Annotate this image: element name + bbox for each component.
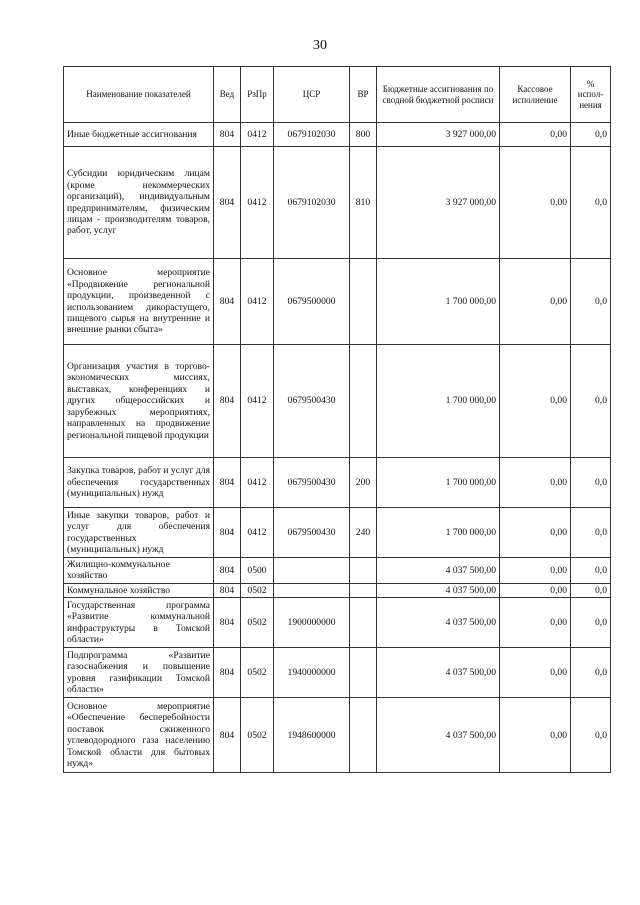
header-indicator-name: Наименование показателей	[64, 67, 214, 123]
cell-percent: 0,0	[571, 147, 611, 259]
cell-percent: 0,0	[571, 123, 611, 147]
cell-budget: 3 927 000,00	[377, 123, 500, 147]
header-budget-allocations: Бюджетные ассигнования по сводной бюджетной росписи	[377, 67, 500, 123]
cell-budget: 4 037 500,00	[377, 698, 500, 773]
cell-cash: 0,00	[500, 458, 571, 508]
cell-csr: 1940000000	[274, 648, 350, 698]
cell-cash: 0,00	[500, 123, 571, 147]
cell-cash: 0,00	[500, 598, 571, 648]
cell-indicator-name: Организация участия в торгово-экономических миссиях, выставках, конференциях и других общероссийских и зарубежных мероприятиях, направленных на продвижение региональной пищевой продукции	[64, 345, 214, 458]
budget-execution-table	[63, 66, 611, 773]
cell-csr	[274, 558, 350, 584]
cell-indicator-name: Иные бюджетные ассигнования	[64, 123, 214, 147]
cell-csr: 0679500000	[274, 259, 350, 345]
table-row	[64, 123, 611, 147]
header-cash-execution: Кассовое исполнение	[500, 67, 571, 123]
table-row	[64, 648, 611, 698]
cell-rzpr: 0502	[241, 648, 274, 698]
cell-vr: 800	[350, 123, 377, 147]
header-rzpr: РзПр	[241, 67, 274, 123]
cell-percent: 0,0	[571, 648, 611, 698]
table-row	[64, 345, 611, 458]
cell-rzpr: 0412	[241, 508, 274, 558]
cell-csr: 0679500430	[274, 458, 350, 508]
table-row	[64, 458, 611, 508]
header-csr: ЦСР	[274, 67, 350, 123]
cell-cash: 0,00	[500, 648, 571, 698]
cell-percent: 0,0	[571, 345, 611, 458]
cell-rzpr: 0502	[241, 583, 274, 597]
cell-vr	[350, 698, 377, 773]
cell-budget: 1 700 000,00	[377, 458, 500, 508]
cell-indicator-name: Государственная программа «Развитие коммунальной инфраструктуры в Томской области»	[64, 598, 214, 648]
table-row	[64, 259, 611, 345]
cell-ved: 804	[214, 259, 241, 345]
header-ved: Вед	[214, 67, 241, 123]
cell-vr	[350, 345, 377, 458]
cell-ved: 804	[214, 648, 241, 698]
header-percent-execution: % испол-нения	[571, 67, 611, 123]
cell-rzpr: 0412	[241, 458, 274, 508]
table-row	[64, 508, 611, 558]
cell-ved: 804	[214, 147, 241, 259]
cell-vr: 240	[350, 508, 377, 558]
cell-percent: 0,0	[571, 558, 611, 584]
cell-cash: 0,00	[500, 147, 571, 259]
table-body	[64, 123, 611, 773]
table-row	[64, 698, 611, 773]
cell-rzpr: 0500	[241, 558, 274, 584]
cell-rzpr: 0412	[241, 123, 274, 147]
cell-vr: 810	[350, 147, 377, 259]
cell-rzpr: 0412	[241, 345, 274, 458]
cell-csr: 0679500430	[274, 508, 350, 558]
cell-percent: 0,0	[571, 508, 611, 558]
cell-rzpr: 0412	[241, 147, 274, 259]
cell-indicator-name: Коммунальное хозяйство	[64, 583, 214, 597]
cell-ved: 804	[214, 508, 241, 558]
cell-rzpr: 0502	[241, 598, 274, 648]
page-number: 30	[313, 38, 327, 53]
cell-percent: 0,0	[571, 698, 611, 773]
cell-indicator-name: Закупка товаров, работ и услуг для обеспечения государственных (муниципальных) нужд	[64, 458, 214, 508]
cell-ved: 804	[214, 583, 241, 597]
cell-cash: 0,00	[500, 508, 571, 558]
cell-indicator-name: Основное мероприятие «Продвижение региональной продукции, произведенной с использованием дикорастущего, пищевого сырья на внутренние и внешние рынки сбыта»	[64, 259, 214, 345]
cell-rzpr: 0412	[241, 259, 274, 345]
cell-budget: 4 037 500,00	[377, 648, 500, 698]
cell-budget: 3 927 000,00	[377, 147, 500, 259]
cell-vr	[350, 259, 377, 345]
cell-vr	[350, 648, 377, 698]
cell-csr: 0679102030	[274, 123, 350, 147]
cell-budget: 1 700 000,00	[377, 508, 500, 558]
cell-budget: 1 700 000,00	[377, 259, 500, 345]
cell-ved: 804	[214, 123, 241, 147]
cell-cash: 0,00	[500, 259, 571, 345]
cell-vr: 200	[350, 458, 377, 508]
cell-ved: 804	[214, 598, 241, 648]
cell-indicator-name: Иные закупки товаров, работ и услуг для обеспечения государственных (муниципальных) нужд	[64, 508, 214, 558]
table-row	[64, 598, 611, 648]
cell-csr: 1900000000	[274, 598, 350, 648]
cell-csr	[274, 583, 350, 597]
cell-cash: 0,00	[500, 583, 571, 597]
cell-ved: 804	[214, 345, 241, 458]
cell-csr: 0679102030	[274, 147, 350, 259]
cell-indicator-name: Подпрограмма «Развитие газоснабжения и повышение уровня газификации Томской области»	[64, 648, 214, 698]
cell-rzpr: 0502	[241, 698, 274, 773]
cell-indicator-name: Основное мероприятие «Обеспечение бесперебойности поставок сжиженного углеводородного газа населению Томской области для бытовых нужд»	[64, 698, 214, 773]
cell-vr	[350, 583, 377, 597]
cell-budget: 4 037 500,00	[377, 598, 500, 648]
cell-budget: 4 037 500,00	[377, 558, 500, 584]
cell-cash: 0,00	[500, 345, 571, 458]
cell-percent: 0,0	[571, 583, 611, 597]
cell-ved: 804	[214, 558, 241, 584]
cell-cash: 0,00	[500, 698, 571, 773]
cell-cash: 0,00	[500, 558, 571, 584]
cell-percent: 0,0	[571, 598, 611, 648]
table-row	[64, 147, 611, 259]
header-vr: ВР	[350, 67, 377, 123]
table-row	[64, 583, 611, 597]
cell-indicator-name: Жилищно-коммунальное хозяйство	[64, 558, 214, 584]
cell-budget: 4 037 500,00	[377, 583, 500, 597]
table-header	[64, 67, 611, 123]
cell-percent: 0,0	[571, 259, 611, 345]
cell-csr: 0679500430	[274, 345, 350, 458]
cell-ved: 804	[214, 698, 241, 773]
cell-indicator-name: Субсидии юридическим лицам (кроме некоммерческих организаций), индивидуальным предпринимателям, физическим лицам - производителям товаров, работ, услуг	[64, 147, 214, 259]
table-row	[64, 558, 611, 584]
cell-budget: 1 700 000,00	[377, 345, 500, 458]
cell-percent: 0,0	[571, 458, 611, 508]
cell-vr	[350, 598, 377, 648]
cell-vr	[350, 558, 377, 584]
cell-ved: 804	[214, 458, 241, 508]
cell-csr: 1948600000	[274, 698, 350, 773]
